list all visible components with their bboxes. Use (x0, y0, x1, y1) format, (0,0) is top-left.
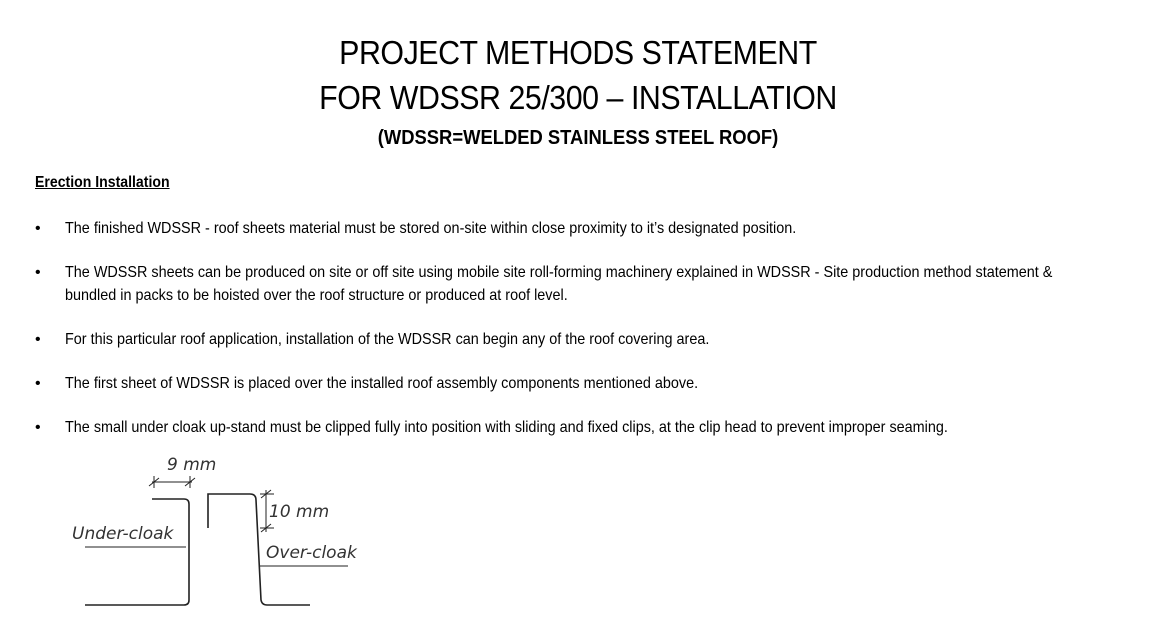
bullet-text: For this particular roof application, installation of the WDSSR can begin any of the roof covering area. (65, 331, 710, 348)
under-cloak-label: Under-cloak (72, 524, 174, 544)
bullet-icon: • (35, 419, 41, 436)
bullet-icon: • (35, 375, 41, 392)
under-cloak-profile (85, 499, 189, 605)
dim-9-label: 9 mm (167, 455, 217, 475)
bullet-list (35, 217, 1125, 460)
list-item (35, 328, 1125, 351)
subtitle: (WDSSR=WELDED STAINLESS STEEL ROOF) (377, 127, 779, 149)
over-cloak-label: Over-cloak (266, 543, 357, 563)
bullet-text: The WDSSR sheets can be produced on site or off site using mobile site roll-forming machinery explained in WDSSR - Site production method statement & (65, 264, 1053, 281)
bullet-text: The first sheet of WDSSR is placed over the installed roof assembly components mentioned above. (65, 375, 699, 392)
bullet-icon: • (35, 331, 41, 348)
list-item (35, 217, 1125, 240)
list-item (35, 416, 1125, 439)
list-item (35, 372, 1125, 395)
bullet-text: The finished WDSSR - roof sheets material must be stored on-site within close proximity to it’s designated position. (65, 220, 797, 237)
title-block (0, 30, 1156, 156)
list-item (35, 261, 1125, 307)
seam-diagram (60, 450, 390, 620)
bullet-text-continued: bundled in packs to be hoisted over the roof structure or produced at roof level. (65, 287, 568, 304)
title-line-1: PROJECT METHODS STATEMENT (339, 34, 817, 71)
bullet-icon: • (35, 264, 41, 281)
title-line-2: FOR WDSSR 25/300 – INSTALLATION (319, 79, 837, 116)
dim-10-label: 10 mm (269, 502, 330, 522)
bullet-icon: • (35, 220, 41, 237)
section-heading: Erection Installation (35, 174, 170, 191)
bullet-text: The small under cloak up-stand must be clipped fully into position with sliding and fixed clips, at the clip head to prevent improper seaming. (65, 419, 948, 436)
